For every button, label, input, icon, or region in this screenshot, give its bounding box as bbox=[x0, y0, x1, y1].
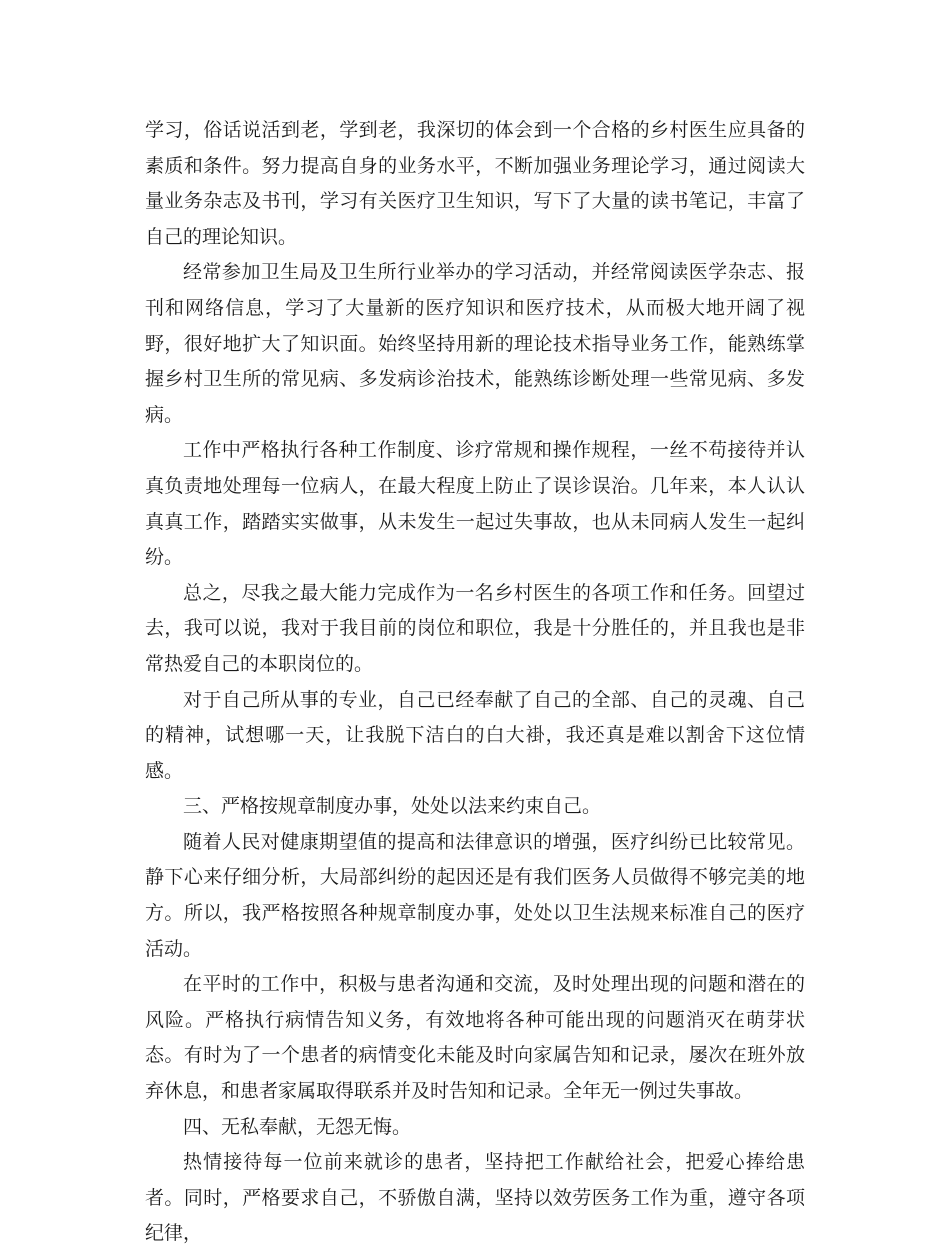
section-heading-three: 三、严格按规章制度办事，处处以法来约束自己。 bbox=[183, 795, 602, 818]
paragraph-continued-study: 学习，俗话说活到老，学到老，我深切的体会到一个合格的乡村医生应具备的素质和条件。努力提高自身的业务水平，不断加强业务理论学习，通过阅读大量业务杂志及书刊，学习有关医疗卫生知识，写下了大量的读书笔记，丰富了自己的理论知识。 bbox=[145, 119, 805, 248]
document-body bbox=[145, 113, 805, 1252]
paragraph-medical-disputes: 随着人民对健康期望值的提高和法律意识的增强，医疗纠纷已比较常见。静下心来仔细分析，大局部纠纷的起因还是有我们医务人员做得不够完美的地方。所以，我严格按照各种规章制度办事，处处以卫生法规来标准自己的医疗活动。 bbox=[145, 830, 805, 960]
paragraph-summary: 总之，尽我之最大能力完成作为一名乡村医生的各项工作和任务。回望过去，我可以说，我对于我目前的岗位和职位，我是十分胜任的，并且我也是非常热爱自己的本职岗位的。 bbox=[145, 581, 805, 675]
paragraph-learning-activities: 经常参加卫生局及卫生所行业举办的学习活动，并经常阅读医学杂志、报刊和网络信息，学习了大量新的医疗知识和医疗技术，从而极大地开阔了视野，很好地扩大了知识面。始终坚持用新的理论技术指导业务工作，能熟练掌握乡村卫生所的常见病、多发病诊治技术，能熟练诊断处理一些常见病、多发病。 bbox=[145, 261, 805, 426]
paragraph-work-rules: 工作中严格执行各种工作制度、诊疗常规和操作规程，一丝不苟接待并认真负责地处理每一位病人，在最大程度上防止了误诊误治。几年来，本人认认真真工作，踏踏实实做事，从未发生一起过失事故，也从未同病人发生一起纠纷。 bbox=[145, 439, 805, 569]
section-heading-four: 四、无私奉献，无怨无悔。 bbox=[183, 1115, 412, 1138]
paragraph-patient-reception: 热情接待每一位前来就诊的患者，坚持把工作献给社会，把爱心捧给患者。同时，严格要求自己，不骄傲自满，坚持以效劳医务工作为重，遵守各项纪律， bbox=[145, 1151, 805, 1245]
paragraph-dedication: 对于自己所从事的专业，自己已经奉献了自己的全部、自己的灵魂、自己的精神，试想哪一天，让我脱下洁白的白大褂，我还真是难以割舍下这位情感。 bbox=[145, 688, 805, 782]
paragraph-patient-communication: 在平时的工作中，积极与患者沟通和交流，及时处理出现的问题和潜在的风险。严格执行病情告知义务，有效地将各种可能出现的问题消灭在萌芽状态。有时为了一个患者的病情变化未能及时向家属告知和记录，屡次在班外放弃休息，和患者家属取得联系并及时告知和记录。全年无一例过失事故。 bbox=[145, 973, 805, 1103]
